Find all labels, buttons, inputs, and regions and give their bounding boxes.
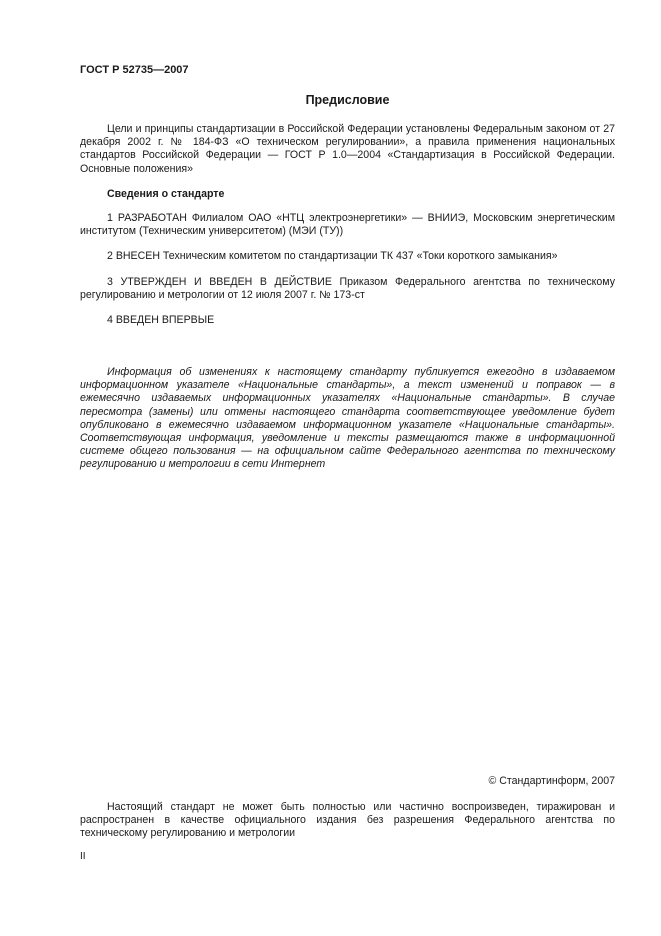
changes-info-paragraph: Информация об изменениях к настоящему стандарту публикуется ежегодно в издаваемом информационном указателе «Национальные стандарты», а текст изменений и поправок — в ежемесячно издаваемых информационных указателях «Национальные стандарты». В случае пересмотра (замены) или отмены настоящего стандарта соответствующее уведомление будет опубликовано в ежемесячно издаваемом информационном указателе «Национальные стандарты». Соответствующая информация, уведомление и тексты размещаются также в информационной системе общего пользования — на официальном сайте Федерального агентства по техническому регулированию и метрологии в сети Интернет [80, 366, 615, 471]
standard-info-item-1: 1 РАЗРАБОТАН Филиалом ОАО «НТЦ электроэнергетики» — ВНИИЭ, Московским энергетическим институтом (Техническим университетом) (МЭИ (ТУ)) [80, 212, 615, 238]
reproduction-notice: Настоящий стандарт не может быть полностью или частично воспроизведен, тиражирован и распространен в качестве официального издания без разрешения Федерального агентства по техническому регулированию и метрологии [80, 801, 615, 840]
page-number: II [80, 851, 86, 862]
standard-info-item-2: 2 ВНЕСЕН Техническим комитетом по стандартизации ТК 437 «Токи короткого замыкания» [107, 250, 558, 262]
copyright-line: © Стандартинформ, 2007 [488, 775, 615, 787]
intro-paragraph: Цели и принципы стандартизации в Российской Федерации установлены Федеральным законом от 27 декабря 2002 г. № 184-ФЗ «О техническом регулировании», а правила применения национальных стандартов Российской Федерации — ГОСТ Р 1.0—2004 «Стандартизация в Российской Федерации. Основные положения» [80, 123, 615, 175]
document-code-header: ГОСТ Р 52735—2007 [80, 64, 189, 76]
page-title: Предисловие [305, 93, 390, 107]
standard-info-item-4: 4 ВВЕДЕН ВПЕРВЫЕ [107, 314, 215, 326]
standard-info-heading: Сведения о стандарте [107, 188, 225, 200]
standard-info-item-3: 3 УТВЕРЖДЕН И ВВЕДЕН В ДЕЙСТВИЕ Приказом Федерального агентства по техническому регулированию и метрологии от 12 июля 2007 г. № 173-ст [80, 276, 615, 302]
